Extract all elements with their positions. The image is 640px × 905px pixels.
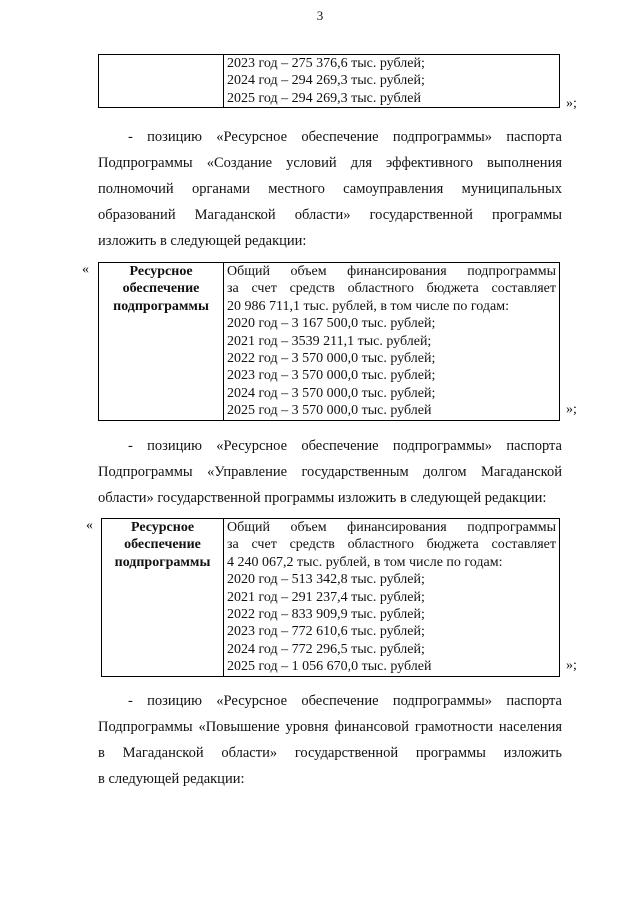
table-line: 2021 год – 291 237,4 тыс. рублей; (227, 589, 425, 605)
paragraph-line: изложить в следующей редакции: (98, 233, 307, 249)
paragraph-3 (98, 688, 562, 792)
opening-quote: « (86, 518, 93, 533)
closing-quote: »; (566, 658, 577, 673)
table-value-cell (224, 519, 560, 677)
table-line: 2023 год – 772 610,6 тыс. рублей; (227, 624, 425, 640)
paragraph-line: в Магаданской области» государственной программы изложить (98, 745, 562, 761)
paragraph-line: - позицию «Ресурсное обеспечение подпрограммы» паспорта (128, 438, 562, 454)
paragraph-line: - позицию «Ресурсное обеспечение подпрограммы» паспорта (128, 693, 562, 709)
table-line: Общий объем финансирования подпрограммы (227, 264, 556, 279)
paragraph-line: в следующей редакции: (98, 771, 245, 787)
page-number: 3 (316, 8, 324, 23)
table-line: за счет средств областного бюджета составляет (227, 537, 556, 553)
table-line: 2023 год – 275 376,6 тыс. рублей; (227, 56, 425, 71)
head-line: подпрограммы (114, 554, 211, 570)
table-line: 2023 год – 3 570 000,0 тыс. рублей; (227, 368, 436, 384)
paragraph-2 (98, 433, 562, 511)
table-line: 2020 год – 3 167 500,0 тыс. рублей; (227, 316, 436, 332)
table-value-cell (224, 55, 560, 108)
table-line: 2025 год – 1 056 670,0 тыс. рублей (227, 659, 432, 675)
table-line: Общий объем финансирования подпрограммы (227, 520, 556, 535)
table-head-cell (99, 55, 224, 108)
closing-quote: »; (566, 96, 577, 111)
table-line: 2022 год – 833 909,9 тыс. рублей; (227, 607, 425, 623)
table-value-cell (224, 263, 560, 421)
paragraph-1 (98, 124, 562, 254)
table-line: за счет средств областного бюджета составляет (227, 281, 556, 297)
paragraph-line: Подпрограммы «Управление государственным долгом Магаданской (98, 464, 562, 480)
closing-quote: »; (566, 402, 577, 417)
head-line: подпрограммы (113, 298, 209, 314)
table-line: 2025 год – 294 269,3 тыс. рублей (227, 90, 421, 106)
resource-table-2 (101, 518, 560, 677)
table-line: 2025 год – 3 570 000,0 тыс. рублей (227, 403, 432, 419)
paragraph-line: - позицию «Ресурсное обеспечение подпрограммы» паспорта (128, 129, 562, 145)
head-line: Ресурсное (129, 264, 193, 279)
table-line: 2020 год – 513 342,8 тыс. рублей; (227, 572, 425, 588)
resource-table-continuation (98, 54, 560, 108)
head-line: Ресурсное (130, 520, 195, 535)
head-line: обеспечение (122, 281, 200, 297)
table-line: 2024 год – 3 570 000,0 тыс. рублей; (227, 385, 436, 401)
table-line: 2021 год – 3539 211,1 тыс. рублей; (227, 333, 432, 349)
paragraph-line: Подпрограммы «Создание условий для эффективного выполнения (98, 155, 562, 171)
table-line: 2024 год – 294 269,3 тыс. рублей; (227, 73, 425, 89)
table-line: 2022 год – 3 570 000,0 тыс. рублей; (227, 351, 436, 367)
table-head-cell (99, 263, 224, 421)
table-line: 20 986 711,1 тыс. рублей, в том числе по годам: (227, 298, 509, 314)
paragraph-line: полномочий органами местного самоуправления муниципальных (98, 181, 562, 197)
paragraph-line: образований Магаданской области» государственной программы (98, 207, 562, 223)
table-head-cell (102, 519, 224, 677)
table-line: 2024 год – 772 296,5 тыс. рублей; (227, 641, 425, 657)
paragraph-line: Подпрограммы «Повышение уровня финансовой грамотности населения (98, 719, 562, 735)
paragraph-line: области» государственной программы изложить в следующей редакции: (98, 490, 547, 506)
opening-quote: « (82, 262, 89, 277)
head-line: обеспечение (124, 537, 201, 553)
resource-table-1 (98, 262, 560, 421)
table-line: 4 240 067,2 тыс. рублей, в том числе по годам: (227, 554, 503, 570)
